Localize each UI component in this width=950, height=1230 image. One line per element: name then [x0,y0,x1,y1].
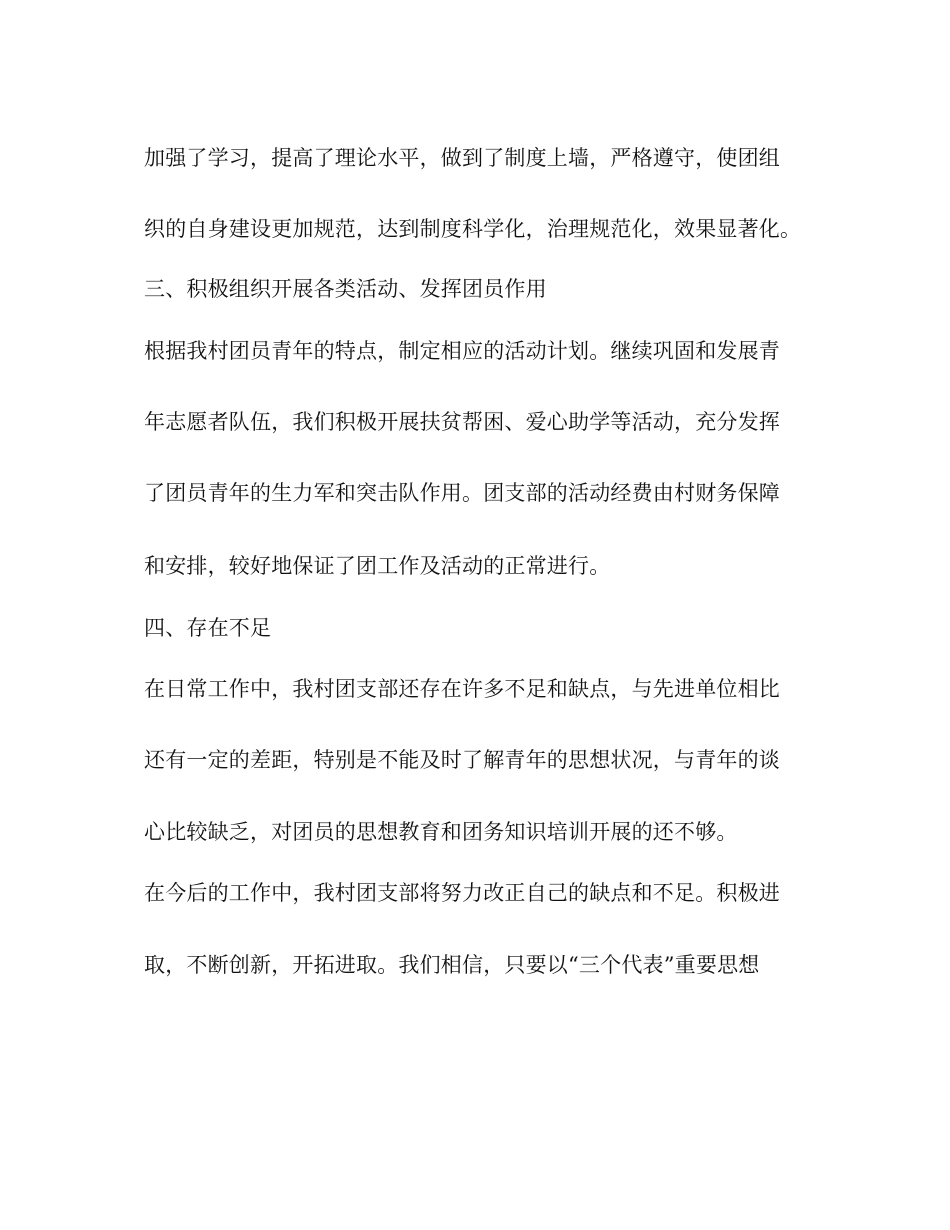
section-heading: 四、存在不足 [144,616,272,640]
paragraph-line: 织的自身建设更加规范，达到制度科学化，治理规范化，效果显著化。 [144,217,802,241]
paragraph-line: 和安排，较好地保证了团工作及活动的正常进行。 [144,554,611,578]
paragraph-line: 年志愿者队伍，我们积极开展扶贫帮困、爱心助学等活动，充分发挥 [144,410,780,434]
paragraph-line: 加强了学习，提高了理论水平，做到了制度上墙，严格遵守，使团组 [144,146,780,170]
section-heading: 三、积极组织开展各类活动、发挥团员作用 [144,277,547,301]
paragraph-line: 取，不断创新，开拓进取。我们相信，只要以“三个代表”重要思想 [144,953,760,977]
paragraph-line: 了团员青年的生力军和突击队作用。团支部的活动经费由村财务保障 [144,481,780,505]
paragraph-line: 心比较缺乏，对团员的思想教育和团务知识培训开展的还不够。 [144,820,738,844]
paragraph-line: 在日常工作中，我村团支部还存在许多不足和缺点，与先进单位相比 [144,677,780,701]
paragraph-line: 在今后的工作中，我村团支部将努力改正自己的缺点和不足。积极进 [144,881,780,905]
paragraph-line: 还有一定的差距，特别是不能及时了解青年的思想状况，与青年的谈 [144,748,780,772]
paragraph-line: 根据我村团员青年的特点，制定相应的活动计划。继续巩固和发展青 [144,339,780,363]
